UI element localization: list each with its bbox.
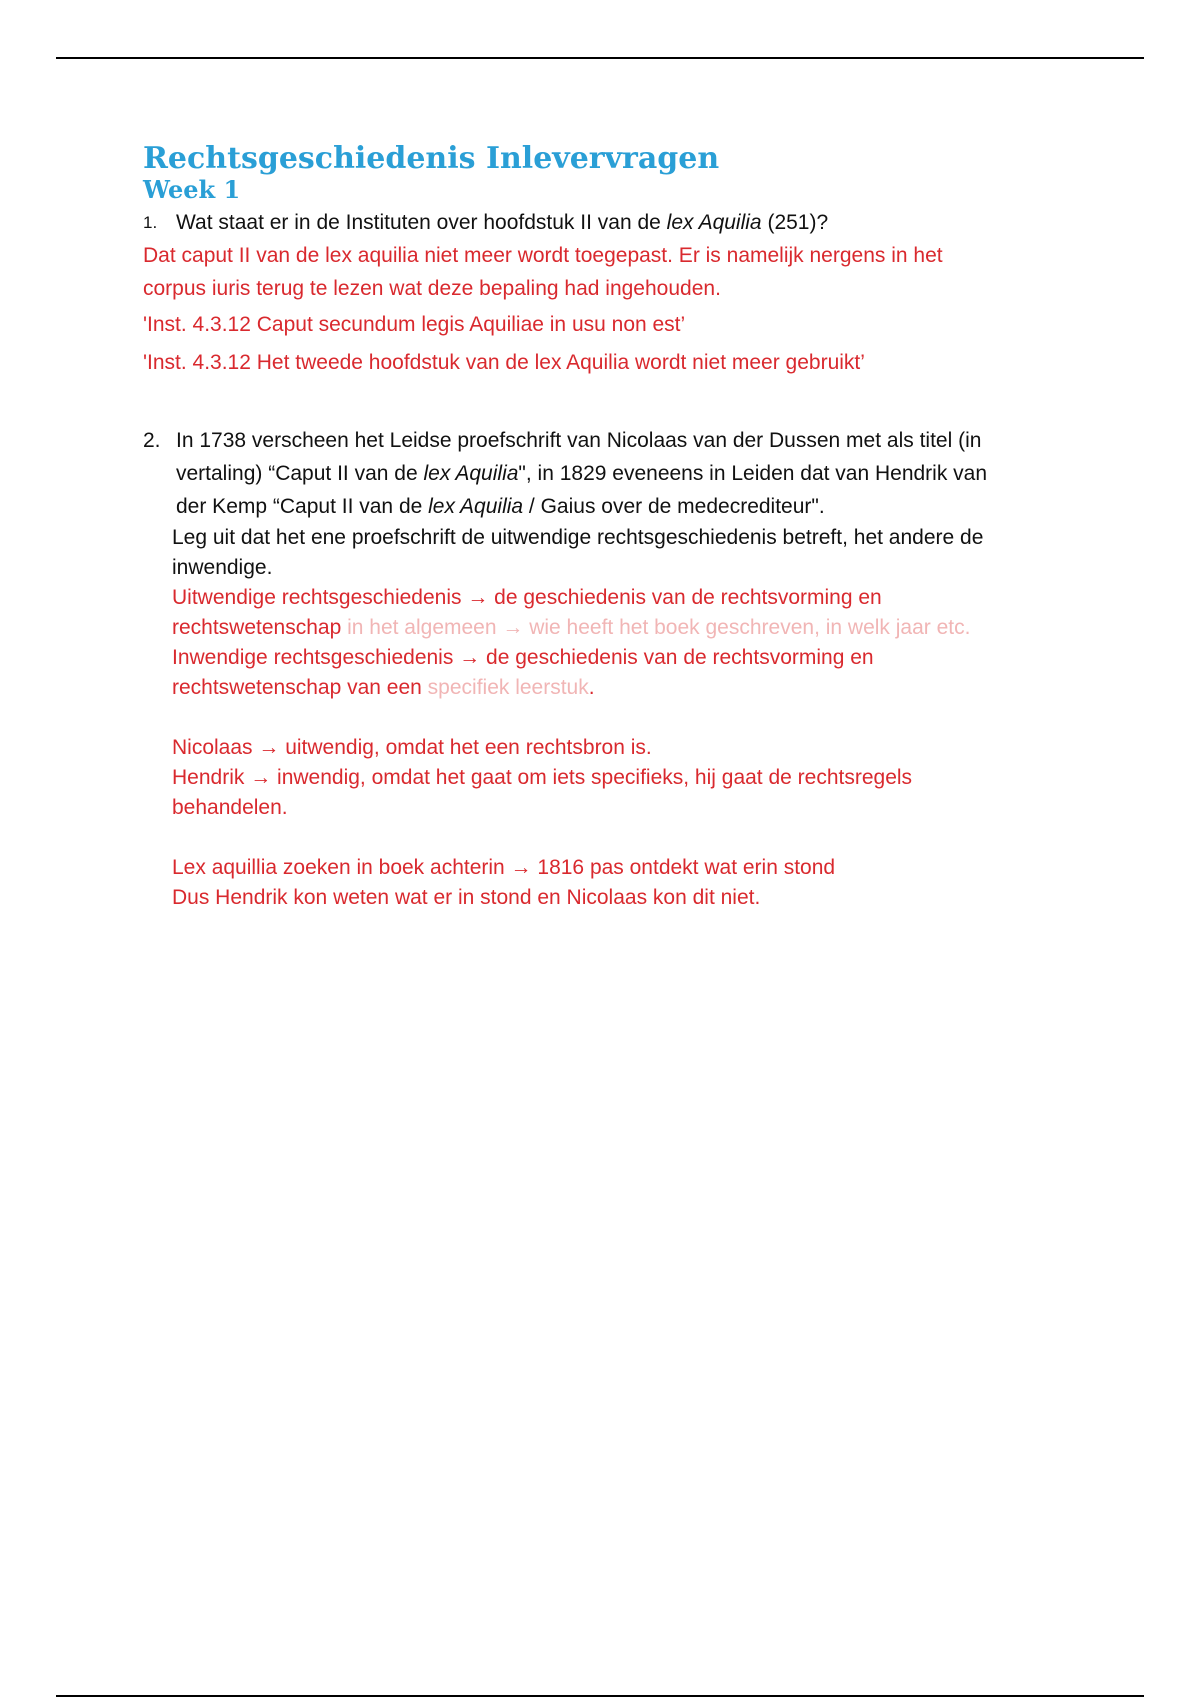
answer-1-line: corpus iuris terug te lezen wat deze bepaling had ingehouden. <box>143 277 721 300</box>
question-2-instruction: Leg uit dat het ene proefschrift de uitwendige rechtsgeschiedenis betreft, het andere de inwendige. <box>172 526 984 579</box>
question-2 <box>143 424 1043 523</box>
answer-2-line: Lex aquillia zoeken in boek achterin → 1816 pas ontdekt wat erin stond <box>172 856 836 879</box>
answer-2-line: Nicolaas → uitwendig, omdat het een rechtsbron is. <box>172 736 652 759</box>
answer-2-line: behandelen. <box>172 796 288 819</box>
answer-2-line: Inwendige rechtsgeschiedenis → de geschiedenis van de rechtsvorming en <box>172 646 874 669</box>
page-top-rule <box>56 57 1144 59</box>
document-body <box>143 142 1043 913</box>
answer-1-line: Dat caput II van de lex aquilia niet meer wordt toegepast. Er is namelijk nergens in het <box>143 244 943 267</box>
answer-2-line: Hendrik → inwendig, omdat het gaat om iets specifieks, hij gaat de rechtsregels <box>172 766 913 789</box>
answer-1-quote-dutch: 'Inst. 4.3.12 Het tweede hoofdstuk van de lex Aquilia wordt niet meer gebruikt’ <box>143 351 865 374</box>
answer-2-line: Dus Hendrik kon weten wat er in stond en Nicolaas kon dit niet. <box>172 886 761 909</box>
question-1-number: 1. <box>143 213 158 232</box>
question-2-text: In 1738 verscheen het Leidse proefschrift van Nicolaas van der Dussen met als titel (in vertaling) “Caput II van de lex Aquilia", in 1829 eveneens in Leiden dat van Hendrik van der Kemp “Caput II van de lex Aquilia / Gaius over de medecrediteur". <box>176 429 988 518</box>
answer-1-quote-latin: 'Inst. 4.3.12 Caput secundum legis Aquiliae in usu non est’ <box>143 313 686 336</box>
document-subtitle: Week 1 <box>143 175 241 204</box>
question-2-number: 2. <box>143 429 161 452</box>
answer-2-line: Uitwendige rechtsgeschiedenis → de geschiedenis van de rechtsvorming en <box>172 586 882 609</box>
page-bottom-rule <box>56 1695 1144 1697</box>
answer-2-line: rechtswetenschap van een specifiek leerstuk. <box>172 676 595 699</box>
answer-2-line: rechtswetenschap in het algemeen → wie heeft het boek geschreven, in welk jaar etc. <box>172 616 971 639</box>
question-1 <box>143 206 1043 239</box>
answer-1 <box>143 239 1043 378</box>
document-title: Rechtsgeschiedenis Inlevervragen <box>143 141 720 176</box>
question-1-text: Wat staat er in de Instituten over hoofdstuk II van de lex Aquilia (251)? <box>176 211 829 234</box>
answer-2 <box>143 583 1043 913</box>
